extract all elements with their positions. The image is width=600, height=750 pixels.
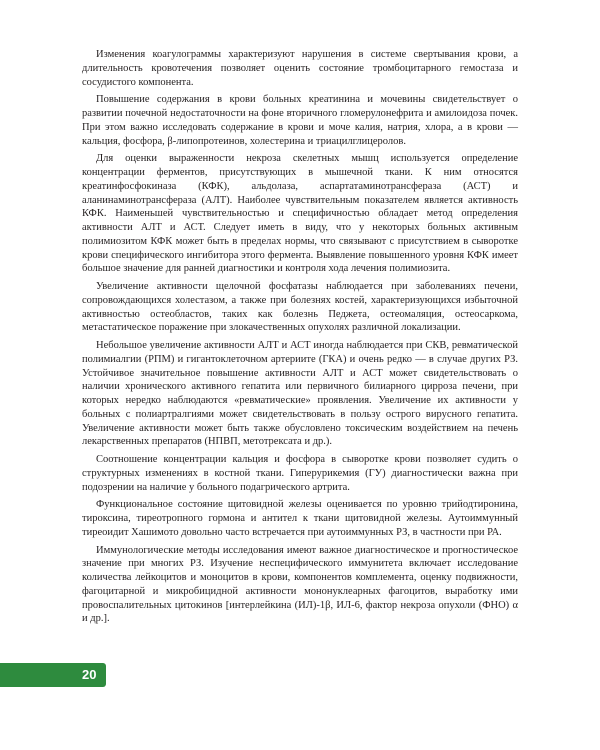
paragraph: Увеличение активности щелочной фосфатазы наблюдается при заболеваниях печени, сопровождающихся холестазом, а также при болезнях костей, характеризующихся избыточной активностью остеобластов, таких как болезнь Педжета, остеомаляция, остеосаркома, метастатическое поражение при злокачественных опухолях различной локализации. — [82, 281, 518, 334]
paragraph: Иммунологические методы исследования имеют важное диагностическое и прогностическое значение при многих РЗ. Изучение неспецифического иммунитета включает исследование количества лейкоцитов и моноцитов в крови, компонентов комплемента, оценку подвижности, фагоцитарной и микробицидной активности мононуклеарных фагоцитов, выработку ими провоспалительных цитокинов [интерлейкина (ИЛ)-1β, ИЛ-6, фактор некроза опухоли (ФНО) α и др.]. — [82, 544, 518, 625]
page-number: 20 — [82, 667, 97, 682]
paragraph: Изменения коагулограммы характеризуют нарушения в системе свертывания крови, а длительность кровотечения позволяет оценить состояние тромбоцитарного гемостаза и сосудистого компонента. — [82, 49, 518, 88]
paragraph: Функциональное состояние щитовидной железы оценивается по уровню трийодтиронина, тироксина, тиреотропного гормона и антител к ткани щитовидной железы. Аутоиммунный тиреоидит Хашимото довольно часто встречается при аутоиммунных РЗ, в частности при РА. — [82, 499, 518, 538]
paragraph: Небольшое увеличение активности АЛТ и АСТ иногда наблюдается при СКВ, ревматической полимиалгии (РПМ) и гигантоклеточном артериите (ГКА) и очень редко — в случае других РЗ. Устойчивое значительное повышение активности АЛТ и АСТ может свидетельствовать о наличии хронического активного гепатита или первичного билиарного цирроза печени, при которых нередко наблюдаются «ревматические» проявления. Увеличение их активности у больных с полиартралгиями может свидетельствовать в пользу острого вирусного гепатита. Увеличение активности может быть также обусловлено токсическим воздействием на печень лекарственных препаратов (НПВП, метотрексата и др.). — [82, 340, 518, 448]
paragraph: Соотношение концентрации кальция и фосфора в сыворотке крови позволяет судить о структурных изменениях в костной ткани. Гиперурикемия (ГУ) диагностически важна при подозрении на наличие у больного подагрического артрита. — [82, 454, 518, 493]
paragraph: Для оценки выраженности некроза скелетных мышц используется определение концентрации ферментов, присутствующих в мышечной ткани. К ним относятся креатинфосфокиназа (КФК), альдолаза, аспартатаминотрансфераза (АСТ) и аланинаминотрансфераза (АЛТ). Наиболее чувствительным показателем является активность КФК. Наименьшей чувствительностью и специфичностью обладает метод определения активности АЛТ и АСТ. Следует иметь в виду, что у некоторых больных активным полимиозитом КФК может быть в пределах нормы, что связывают с присутствием в сыворотке крови специфического ингибитора этого фермента. Выявление повышенного уровня КФК имеет большое значение для ранней диагностики и контроля хода лечения полимиозита. — [82, 153, 518, 275]
paragraph: Повышение содержания в крови больных креатинина и мочевины свидетельствует о развитии почечной недостаточности на фоне вторичного гломерулонефрита и амилоидоза почек. При этом важно исследовать содержание в крови и моче калия, натрия, хлора, а в крови — кальция, фосфора, β-липопротеинов, холестерина и триацилглицеролов. — [82, 94, 518, 147]
body-text — [82, 48, 518, 630]
